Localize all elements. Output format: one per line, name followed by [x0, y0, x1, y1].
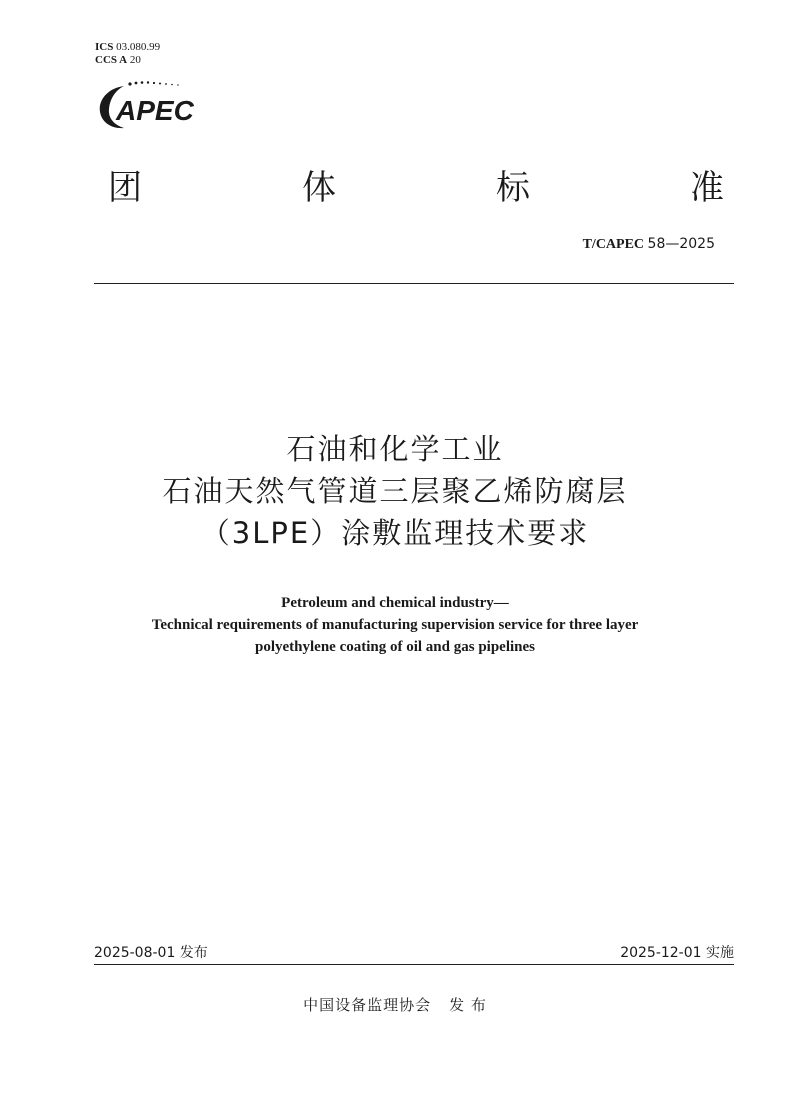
english-title: [0, 592, 790, 658]
standard-type-char: 体: [302, 168, 336, 208]
standard-number-value: 58—2025: [647, 236, 715, 252]
chinese-title-line: 石油天然气管道三层聚乙烯防腐层: [162, 474, 628, 508]
publisher-line: [0, 994, 790, 1015]
ics-code: 03.080.99: [116, 41, 161, 53]
english-title-line: Technical requirements of manufacturing supervision service for three layer: [151, 617, 639, 633]
bottom-divider: [94, 964, 734, 965]
chinese-title-line: （3LPE）涂敷监理技术要求: [200, 516, 590, 550]
standard-type-char: 准: [690, 168, 724, 208]
ccs-code: 20: [129, 54, 141, 66]
standard-type-char: 标: [496, 168, 530, 208]
top-divider: [94, 283, 734, 284]
english-title-line: polyethylene coating of oil and gas pipelines: [254, 639, 536, 655]
svg-text:APEC: APEC: [116, 95, 194, 126]
chinese-title-line: 石油和化学工业: [286, 432, 504, 466]
classification-codes: [95, 41, 160, 67]
standard-number: [583, 236, 715, 253]
issue-date: 2025-08-01 发布: [94, 945, 208, 961]
publisher-action: 发 布: [449, 996, 487, 1014]
implementation-date: 2025-12-01 实施: [620, 945, 734, 961]
ics-line: [95, 41, 160, 54]
standard-type-char: 团: [108, 168, 142, 208]
english-title-line: Petroleum and chemical industry—: [281, 595, 509, 611]
capec-logo: [94, 76, 224, 132]
standard-type-heading: [108, 160, 724, 209]
standard-code: T/CAPEC: [582, 237, 645, 252]
ccs-label: CCS A: [95, 54, 128, 66]
ccs-line: [95, 54, 160, 67]
chinese-title: [0, 428, 790, 554]
publisher-name: 中国设备监理协会: [303, 996, 432, 1014]
ics-label: ICS: [95, 41, 114, 53]
